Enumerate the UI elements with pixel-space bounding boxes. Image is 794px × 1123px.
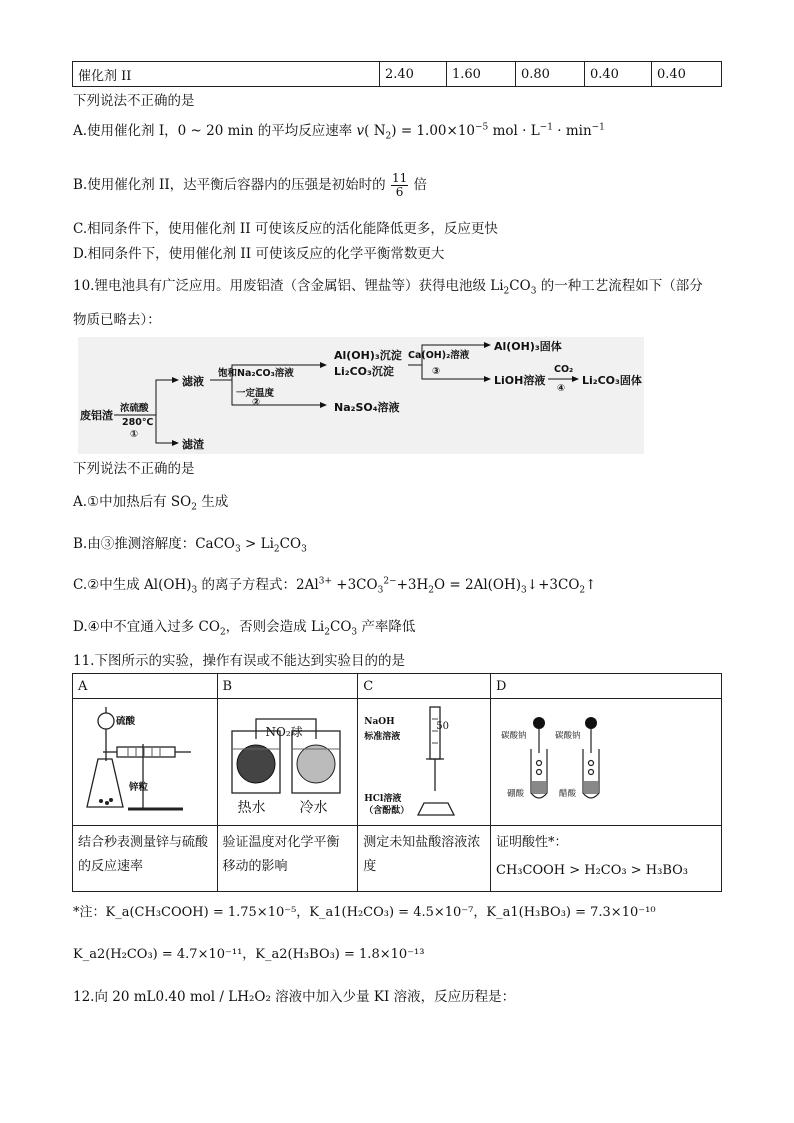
table-cell: 0.80	[516, 62, 585, 87]
label-cold-water: 冷水	[299, 800, 328, 816]
q11-table	[72, 673, 722, 892]
desc-a: 结合秒表测量锌与硫酸的反应速率	[73, 826, 218, 892]
process-flow-diagram	[78, 337, 644, 454]
q9-option-d: D.相同条件下，使用催化剂 II 可使该反应的化学平衡常数更大	[73, 246, 445, 262]
flow-step3: ③	[432, 366, 441, 377]
q10-option-c: C.②中生成 $Al(OH)_3$ 的离子方程式：$2Al^{3+} +3CO_3^{2-}+3H_2O$ = $2Al(OH)_3↓+3CO_2↑$	[73, 576, 597, 596]
flow-reagent3: Ca(OH)₂溶液	[408, 350, 470, 361]
flow-aloh: Al(OH)₃固体	[494, 340, 562, 353]
q10-stem: 10.锂电池具有广泛应用。用废铝渣（含金属铝、锂盐等）获得电池级 $Li_2CO_3$ 的一种工艺流程如下（部分	[73, 278, 703, 297]
label-hcl: HCl溶液	[364, 794, 402, 804]
label-zinc: 锌粒	[129, 782, 149, 793]
flow-step4: ④	[557, 383, 566, 394]
flow-ppt1: Al(OH)₃沉淀	[334, 349, 402, 362]
label-burette-mark: 50	[436, 721, 449, 732]
table-cell: 1.60	[447, 62, 516, 87]
flow-cond2: 一定温度	[236, 388, 275, 399]
flow-temp1: 280℃	[122, 417, 154, 428]
desc-b: 验证温度对化学平衡移动的影响	[217, 826, 358, 892]
flow-step1: ①	[130, 429, 139, 440]
label-sodium-carbonate-2: 碳酸钠	[555, 731, 581, 741]
label-acetic-acid: 醋酸	[559, 789, 577, 799]
table-cell: 2.40	[380, 62, 447, 87]
label-hot-water: 热水	[237, 800, 266, 816]
table-row	[73, 826, 722, 892]
flow-na2so4: Na₂SO₄溶液	[334, 401, 400, 414]
table-row	[73, 674, 722, 699]
label-phenolphthalein: （含酚酞）	[364, 806, 410, 816]
note-line-2: K_a2(H₂CO₃) = 4.7×10⁻¹¹，K_a2(H₃BO₃) = 1.8×10⁻¹³	[73, 947, 425, 962]
label-sulfuric-acid: 硫酸	[116, 716, 136, 727]
catalyst-table	[72, 61, 722, 87]
image-cell-d	[491, 699, 722, 826]
table-cell: 0.40	[585, 62, 652, 87]
q10-prompt: 下列说法不正确的是	[73, 461, 195, 477]
desc-d: 证明酸性*： CH₃COOH > H₂CO₃ > H₃BO₃	[491, 826, 722, 892]
table-row	[73, 62, 722, 87]
q12-stem: 12.向 20 mL0.40 mol / LH₂O₂ 溶液中加入少量 KI 溶液，反应历程是：	[73, 989, 516, 1005]
test-tubes-icon	[491, 699, 721, 821]
catalyst-label: 催化剂 II	[73, 62, 380, 87]
table-row	[73, 699, 722, 826]
label-boric-acid: 硼酸	[507, 789, 525, 799]
header-b: B	[217, 674, 358, 699]
flow-start: 废铝渣	[80, 409, 113, 422]
flow-ppt2: Li₂CO₃沉淀	[334, 365, 394, 378]
table-cell: 0.40	[652, 62, 722, 87]
label-no2-ball: NO₂球	[265, 725, 303, 739]
image-cell-a	[73, 699, 218, 826]
q10-option-d: D.④中不宜通入过多 $CO_2$，否则会造成 $Li_2CO_3$ 产率降低	[73, 619, 416, 638]
flow-residue: 滤渣	[182, 438, 204, 451]
q10-stem-2: 物质已略去）：	[73, 312, 161, 328]
label-sodium-carbonate-1: 碳酸钠	[501, 731, 527, 741]
image-cell-b	[217, 699, 358, 826]
flow-reagent4: CO₂	[554, 364, 574, 375]
header-a: A	[73, 674, 218, 699]
flow-lioh: LiOH溶液	[494, 374, 546, 387]
q10-option-a: A.①中加热后有 $SO_2$ 生成	[73, 494, 229, 513]
q9-option-c: C.相同条件下，使用催化剂 II 可使该反应的活化能降低更多，反应更快	[73, 221, 498, 237]
q9-option-b: B.使用催化剂 II，达平衡后容器内的压强是初始时的 $\frac{11}{6}$ 倍	[73, 171, 428, 199]
q9-prompt: 下列说法不正确的是	[73, 93, 195, 109]
note-line-1: *注：K_a(CH₃COOH) = 1.75×10⁻⁵，K_a1(H₂CO₃) = 4.5×10⁻⁷，K_a1(H₃BO₃) = 7.3×10⁻¹⁰	[73, 905, 656, 920]
header-c: C	[358, 674, 491, 699]
label-naoh: NaOH	[364, 717, 395, 727]
image-cell-c	[358, 699, 491, 826]
header-d: D	[491, 674, 722, 699]
fraction: $\frac{11}{6}$	[391, 171, 408, 199]
desc-c: 测定未知盐酸溶液浓度	[358, 826, 491, 892]
flow-filtrate: 滤液	[182, 375, 204, 388]
label-standard-solution: 标准溶液	[364, 732, 401, 742]
flow-reagent2: 饱和Na₂CO₃溶液	[218, 368, 294, 379]
flow-product: Li₂CO₃固体	[582, 374, 642, 387]
flow-reagent1: 浓硫酸	[120, 403, 149, 414]
q10-option-b: B.由③推测溶解度：CaCO$_3$ > $Li_2CO_3$	[73, 536, 307, 555]
flow-step2: ②	[252, 397, 261, 408]
q11-stem: 11.下图所示的实验，操作有误或不能达到实验目的的是	[73, 653, 405, 669]
zinc-acid-apparatus-icon	[73, 699, 213, 821]
q9-option-a: A.使用催化剂 I，0 ~ 20 min 的平均反应速率 v( $N_2) = 1.00\times 10^{-5}$ mol · $L^{-1} \cdot \min^{-1}$	[73, 122, 605, 142]
